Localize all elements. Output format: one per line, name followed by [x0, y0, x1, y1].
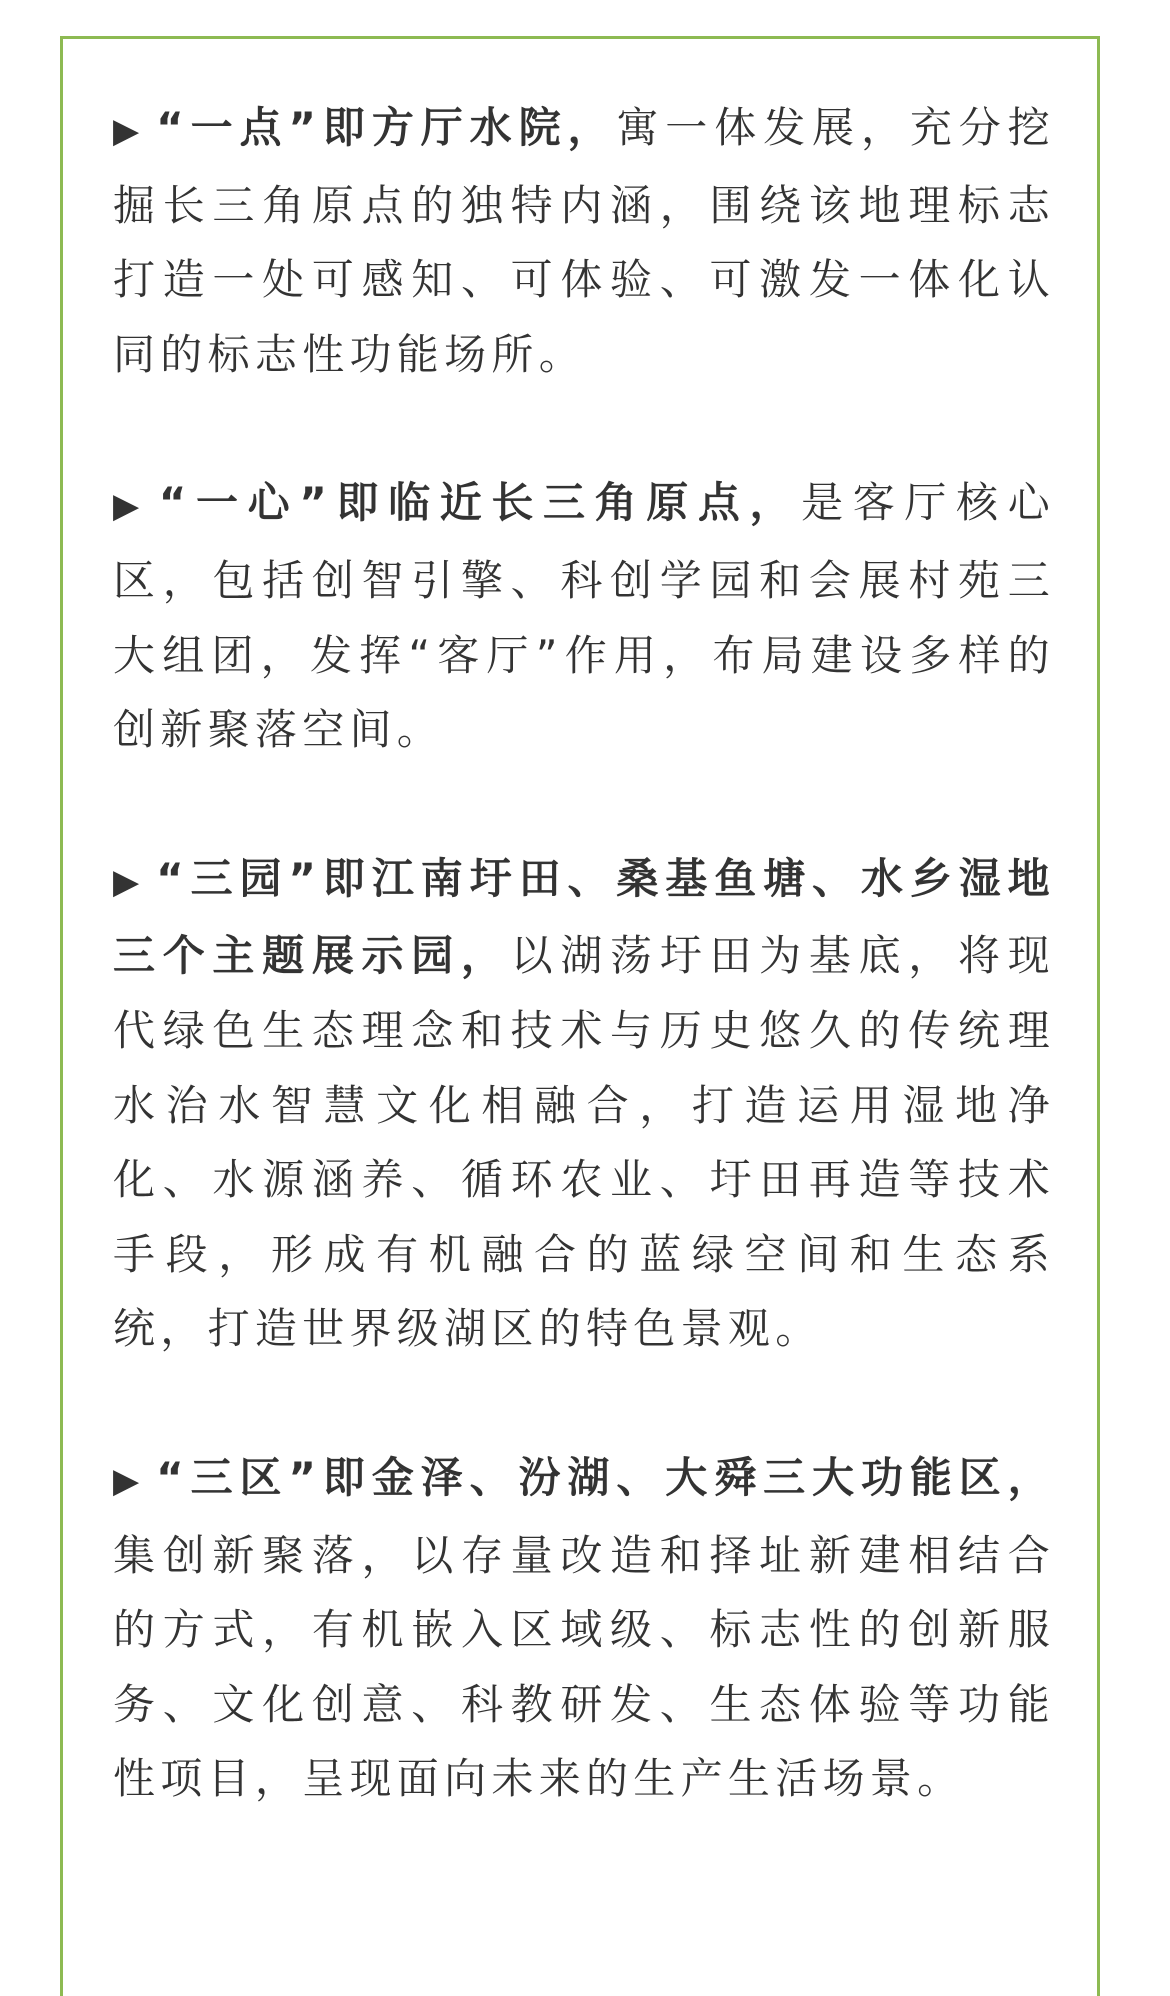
section-sanyuan — [113, 842, 1055, 1367]
section-lead: “一点”即方厅水院， — [156, 103, 617, 152]
triangle-bullet-icon: ▶ — [113, 861, 147, 902]
section-lead: “三园”即江南圩田、桑基鱼塘、水乡湿地三个主题展示园， — [113, 853, 1055, 981]
section-body: 寓一体发展，充分挖掘长三角原点的独特内涵，围绕该地理标志打造一处可感知、可体验、可激发一体化认同的标志性功能场所。 — [113, 103, 1055, 379]
triangle-bullet-icon: ▶ — [113, 111, 147, 151]
section-body: 以湖荡圩田为基底，将现代绿色生态理念和技术与历史悠久的传统理水治水智慧文化相融合，打造运用湿地净化、水源涵养、循环农业、圩田再造等技术手段，形成有机融合的蓝绿空间和生态系统，打造世界级湖区的特色景观。 — [113, 931, 1055, 1354]
article-body — [113, 91, 1055, 1891]
section-body: 是客厅核心区，包括创智引擎、科创学园和会展村苑三大组团，发挥“客厅”作用，布局建设多样的创新聚落空间。 — [113, 478, 1055, 755]
triangle-bullet-icon: ▶ — [113, 486, 149, 527]
section-lead: “一心”即临近长三角原点， — [158, 478, 802, 528]
section-yidian — [113, 91, 1055, 392]
section-body: 集创新聚落，以存量改造和择址新建相结合的方式，有机嵌入区域级、标志性的创新服务、文化创意、科教研发、生态体验等功能性项目，呈现面向未来的生产生活场景。 — [113, 1530, 1055, 1804]
section-sanqu — [113, 1441, 1055, 1817]
section-yixin — [113, 466, 1055, 767]
triangle-bullet-icon: ▶ — [113, 1460, 147, 1501]
section-lead: “三区”即金泽、汾湖、大舜三大功能区， — [156, 1452, 1055, 1502]
content-frame — [60, 36, 1100, 1996]
